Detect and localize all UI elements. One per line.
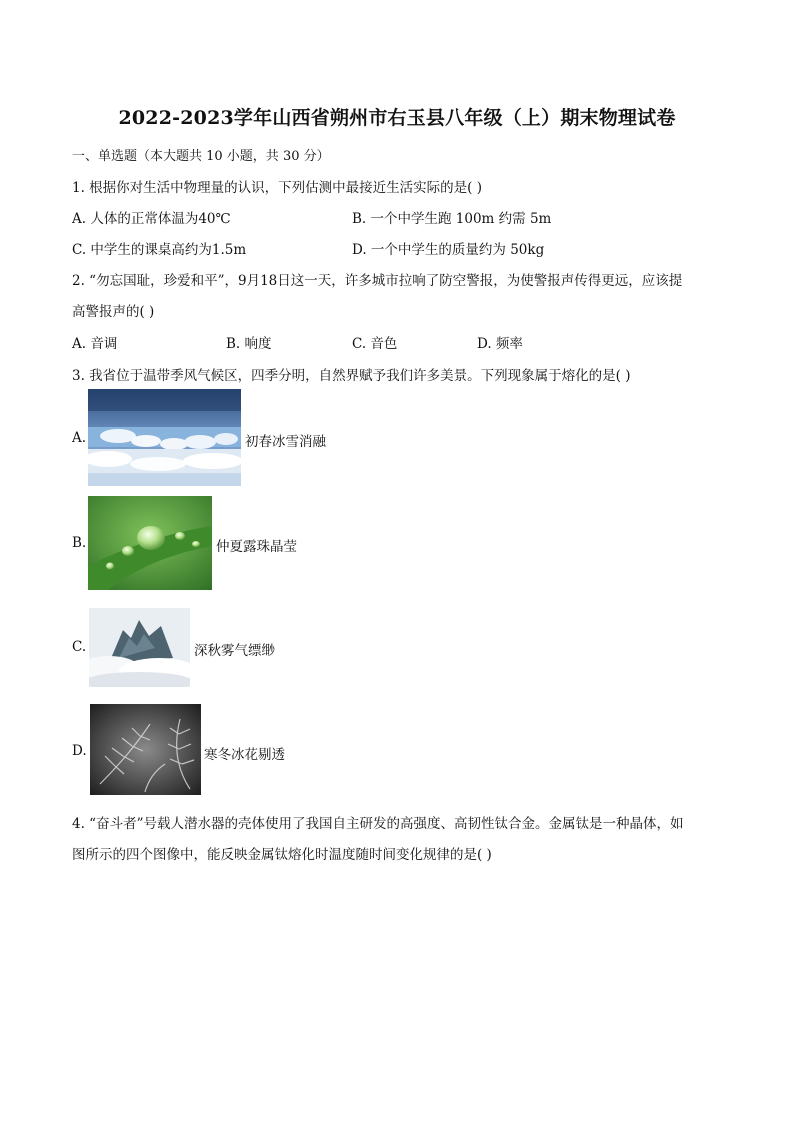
q3-option-d-caption: 寒冬冰花剔透: [204, 747, 285, 763]
q2-option-a: A. 音调: [72, 336, 118, 352]
q1-option-b: B. 一个中学生跑 100m 约需 5m: [352, 211, 552, 227]
q2-option-b: B. 响度: [226, 336, 272, 352]
question-4-stem-line2: 图所示的四个图像中，能反映金属钛熔化时温度随时间变化规律的是( ): [72, 847, 492, 863]
question-1-stem: 1. 根据你对生活中物理量的认识，下列估测中最接近生活实际的是( ): [72, 180, 482, 196]
question-3-stem: 3. 我省位于温带季风气候区，四季分明，自然界赋予我们许多美景。下列现象属于熔化的是( ): [72, 368, 631, 384]
misty-mountains-photo: [89, 608, 190, 687]
q3-option-b-letter: B.: [72, 535, 87, 551]
q3-option-c-letter: C.: [72, 639, 87, 655]
q1-option-c: C. 中学生的课桌高约为1.5m: [72, 242, 247, 258]
q3-option-a-caption: 初春冰雪消融: [245, 434, 326, 450]
section-header: 一、单选题（本大题共 10 小题，共 30 分）: [72, 149, 330, 164]
q1-option-d: D. 一个中学生的质量约为 50kg: [352, 242, 545, 258]
exam-title: 2022-2023学年山西省朔州市右玉县八年级（上）期末物理试卷: [118, 107, 676, 129]
q3-option-a-letter: A.: [72, 430, 87, 446]
question-2-stem-line2: 高警报声的( ): [72, 304, 155, 320]
dew-drops-photo: [88, 496, 212, 590]
q2-option-c: C. 音色: [352, 336, 398, 352]
frost-flowers-photo: [90, 704, 201, 795]
snow-melting-photo: [88, 389, 241, 486]
question-4-stem-line1: 4. “奋斗者”号载人潜水器的壳体使用了我国自主研发的高强度、高韧性钛合金。金属钛是一种晶体，如: [72, 816, 684, 832]
q3-option-d-letter: D.: [72, 743, 87, 759]
q1-option-a: A. 人体的正常体温为40℃: [72, 211, 231, 227]
q3-option-c-caption: 深秋雾气缥缈: [194, 643, 275, 659]
q2-option-d: D. 频率: [477, 336, 523, 352]
question-2-stem-line1: 2. “勿忘国耻，珍爱和平”，9月18日这一天，许多城市拉响了防空警报，为使警报声传得更远，应该提: [72, 273, 683, 289]
q3-option-b-caption: 仲夏露珠晶莹: [216, 539, 297, 555]
